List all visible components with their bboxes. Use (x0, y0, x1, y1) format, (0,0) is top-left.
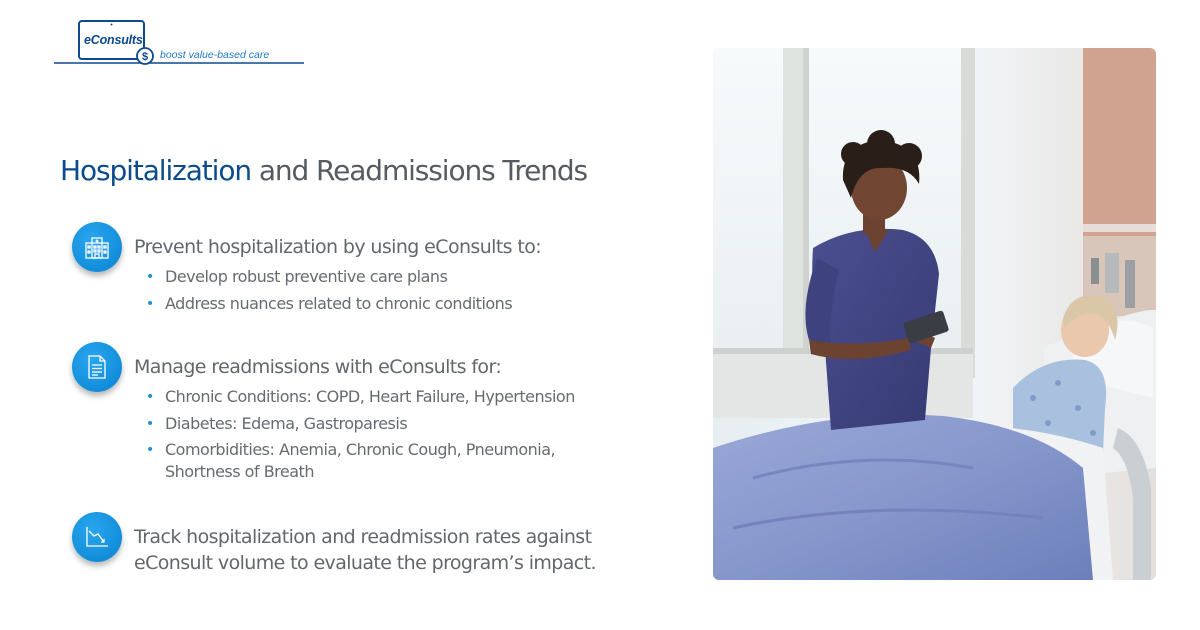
section-lead-line: Track hospitalization and readmission rates against (134, 526, 592, 548)
section-prevent (72, 222, 632, 322)
list-item: • Diabetes: Edema, Gastroparesis (146, 413, 408, 433)
title-accent: Hospitalization (60, 154, 252, 187)
page-title (60, 154, 587, 187)
list-item: • Develop robust preventive care plans (146, 267, 448, 286)
section-lead: Prevent hospitalization by using eConsults to: (134, 236, 542, 258)
bullet-dot-icon: • (146, 269, 154, 285)
section-lead-line: eConsult volume to evaluate the program’s impact. (134, 552, 596, 574)
document-icon (72, 342, 122, 392)
list-item-continuation: Shortness of Breath (165, 462, 314, 481)
section-track (72, 512, 632, 582)
bullet-list (146, 266, 512, 319)
svg-text:$: $ (141, 51, 149, 63)
list-item: • Address nuances related to chronic conditions (146, 293, 513, 313)
list-item: • Chronic Conditions: COPD, Heart Failure, Hypertension (146, 387, 575, 406)
title-rest: and Readmissions Trends (251, 154, 588, 187)
section-lead: Manage readmissions with eConsults for: (134, 356, 502, 378)
logo-tagline: boost value-based care (160, 49, 270, 61)
logo-wordmark: eConsults (84, 33, 143, 47)
bullet-list (146, 386, 575, 488)
section-manage (72, 342, 632, 492)
bullet-dot-icon: • (146, 415, 154, 432)
bullet-dot-icon: • (146, 295, 154, 312)
trend-down-icon (72, 512, 122, 562)
hospital-icon (72, 222, 122, 272)
nurse-with-patient-photo (713, 48, 1156, 580)
econsults-logo (52, 18, 308, 70)
bullet-dot-icon: • (146, 442, 154, 458)
list-item: • Comorbidities: Anemia, Chronic Cough, Pneumonia, (146, 440, 556, 459)
bullet-dot-icon: • (146, 389, 154, 405)
